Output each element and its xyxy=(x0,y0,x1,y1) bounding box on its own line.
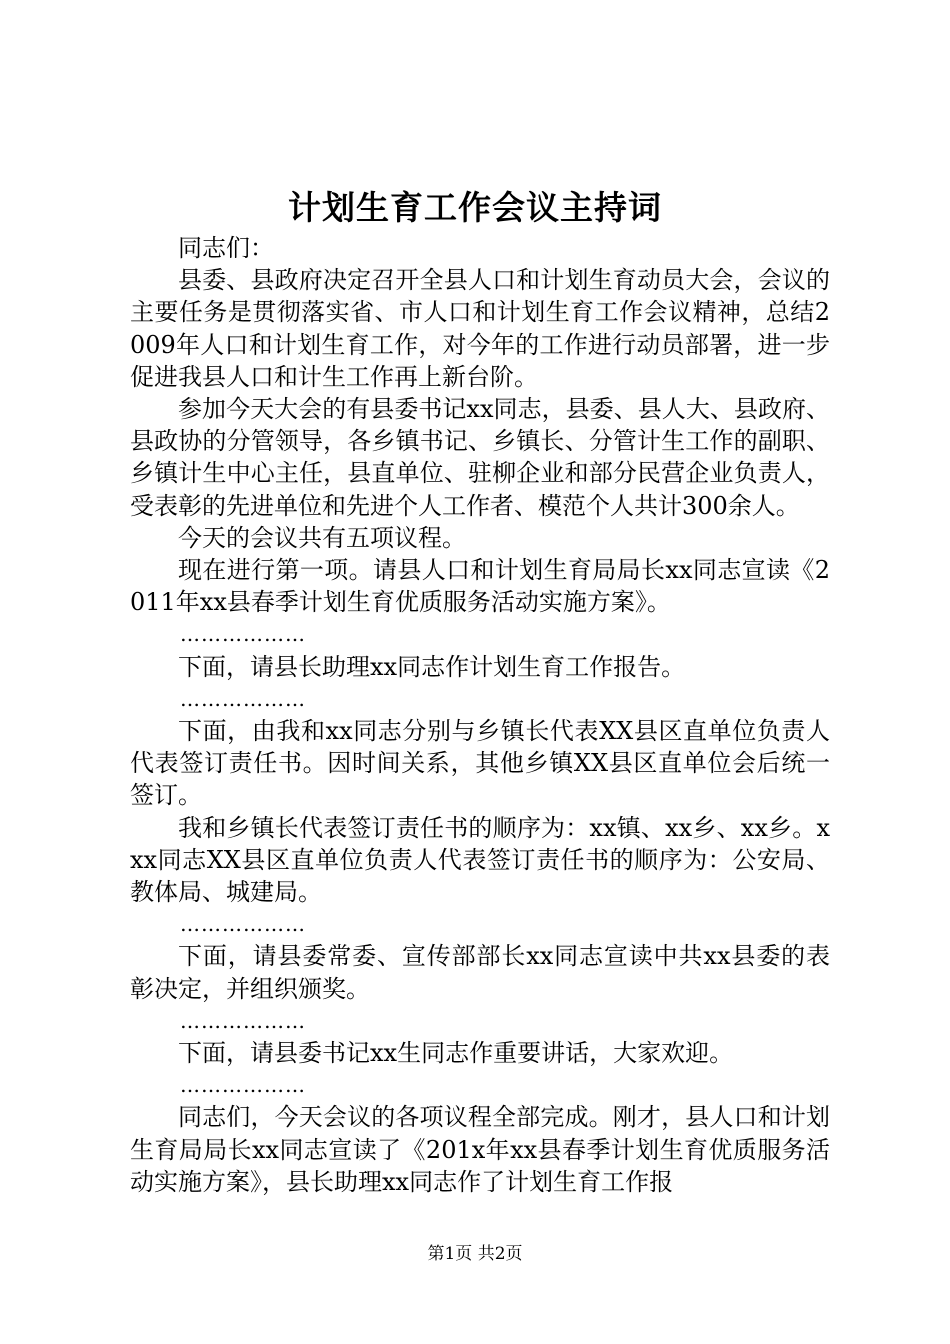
paragraph: 下面，请县委书记xx生同志作重要讲话，大家欢迎。 xyxy=(178,1039,734,1068)
page-footer: 第1页 共2页 xyxy=(427,1244,523,1264)
document-body xyxy=(130,232,830,1198)
paragraph: 参加今天大会的有县委书记xx同志，县委、县人大、县政府、县政协的分管领导，各乡镇书记、乡镇长、分管计生工作的副职、乡镇计生中心主任，县直单位、驻柳企业和部分民营企业负责人，受表彰的先进单位和先进个人工作者、模范个人共计300余人。 xyxy=(130,395,830,520)
ellipsis-separator: ……………… xyxy=(180,1008,306,1033)
ellipsis-separator: ……………… xyxy=(180,912,306,937)
paragraph: 我和乡镇长代表签订责任书的顺序为：xx镇、xx乡、xx乡。xxx同志XX县区直单位负责人代表签订责任书的顺序为：公安局、教体局、城建局。 xyxy=(130,813,830,907)
paragraph: 今天的会议共有五项议程。 xyxy=(178,523,466,552)
ellipsis-separator: ……………… xyxy=(180,622,306,647)
paragraph: 同志们，今天会议的各项议程全部完成。刚才，县人口和计划生育局局长xx同志宣读了《201x年xx县春季计划生育优质服务活动实施方案》，县长助理xx同志作了计划生育工作报 xyxy=(130,1103,830,1196)
ellipsis-separator: ……………… xyxy=(180,686,306,711)
paragraph: 现在进行第一项。请县人口和计划生育局局长xx同志宣读《2011年xx县春季计划生育优质服务活动实施方案》。 xyxy=(130,556,830,617)
paragraph: 下面，由我和xx同志分别与乡镇长代表XX县区直单位负责人代表签订责任书。因时间关系，其他乡镇XX县区直单位会后统一签订。 xyxy=(130,717,830,810)
paragraph: 同志们： xyxy=(178,234,274,262)
ellipsis-separator: ……………… xyxy=(180,1073,306,1098)
paragraph: 县委、县政府决定召开全县人口和计划生育动员大会，会议的主要任务是贯彻落实省、市人口和计划生育工作会议精神，总结2009年人口和计划生育工作，对今年的工作进行动员部署，进一步促进我县人口和计生工作再上新台阶。 xyxy=(130,266,830,391)
paragraph: 下面，请县长助理xx同志作计划生育工作报告。 xyxy=(178,652,686,681)
document-title: 计划生育工作会议主持词 xyxy=(288,188,662,227)
paragraph: 下面，请县委常委、宣传部部长xx同志宣读中共xx县委的表彰决定，并组织颁奖。 xyxy=(130,942,830,1003)
